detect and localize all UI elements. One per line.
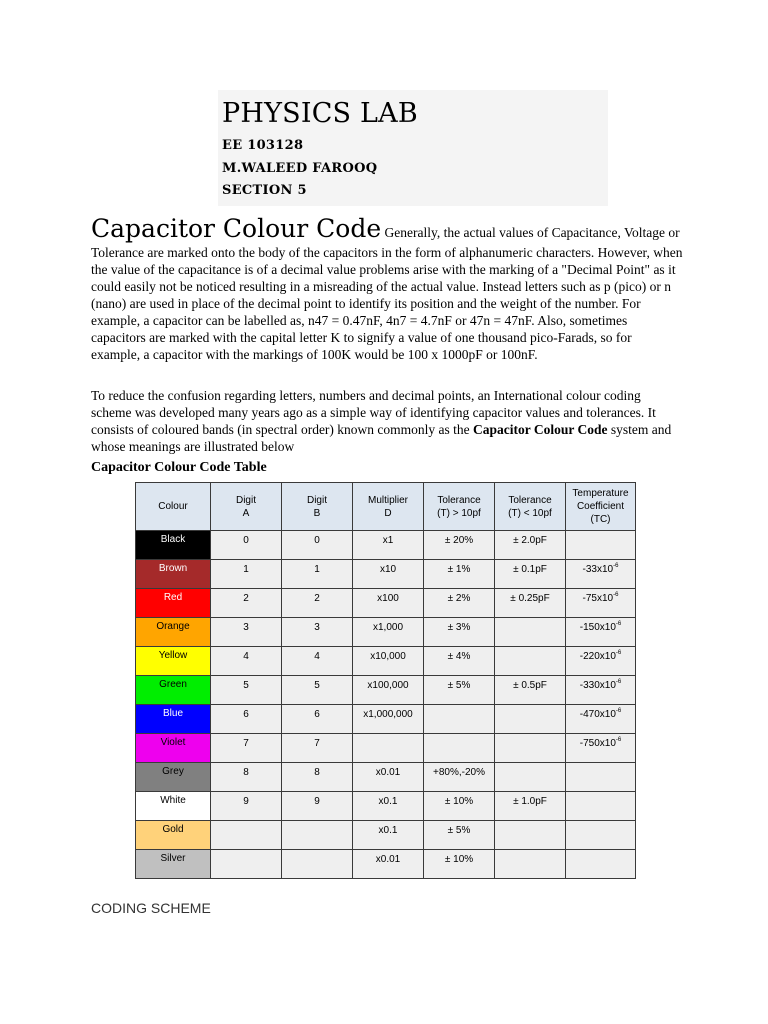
student-name: M.WALEED FAROOQ (222, 161, 378, 176)
scheme-text-end: system and whose meanings are illustrated below (91, 422, 672, 454)
multiplier-cell: x1,000,000 (353, 705, 424, 734)
digit-a-cell: 6 (211, 705, 282, 734)
multiplier-cell: x0.1 (353, 792, 424, 821)
digit-b-cell: 8 (282, 763, 353, 792)
tolerance-lt-cell (495, 705, 566, 734)
table-row (136, 531, 636, 560)
course-code: EE 103128 (222, 138, 304, 153)
section-heading: Capacitor Colour Code (91, 214, 382, 243)
table-header-row (136, 483, 636, 531)
digit-b-cell: 1 (282, 560, 353, 589)
colour-cell: Red (136, 589, 211, 618)
colour-cell: Grey (136, 763, 211, 792)
table-row (136, 734, 636, 763)
tolerance-gt-cell: ± 10% (424, 792, 495, 821)
colour-cell: Green (136, 676, 211, 705)
digit-b-cell: 3 (282, 618, 353, 647)
table-row (136, 618, 636, 647)
multiplier-cell: x0.1 (353, 821, 424, 850)
digit-b-cell: 7 (282, 734, 353, 763)
tolerance-lt-cell (495, 647, 566, 676)
digit-a-cell (211, 850, 282, 879)
table-caption: Capacitor Colour Code Table (91, 460, 267, 475)
tolerance-gt-cell: ± 4% (424, 647, 495, 676)
tolerance-lt-cell: ± 0.1pF (495, 560, 566, 589)
digit-b-cell: 5 (282, 676, 353, 705)
digit-b-cell: 0 (282, 531, 353, 560)
tolerance-gt-cell: ± 3% (424, 618, 495, 647)
tolerance-gt-cell: ± 10% (424, 850, 495, 879)
colour-cell: Blue (136, 705, 211, 734)
tolerance-gt-cell: ± 2% (424, 589, 495, 618)
temp-coefficient-cell: $-33x10^{-6}$ (566, 560, 636, 589)
section-label: SECTION 5 (222, 183, 307, 198)
colour-cell: Black (136, 531, 211, 560)
table-row (136, 705, 636, 734)
colour-cell: Gold (136, 821, 211, 850)
digit-b-cell: 6 (282, 705, 353, 734)
tolerance-lt-cell: ± 0.25pF (495, 589, 566, 618)
tolerance-lt-cell (495, 763, 566, 792)
tolerance-gt-cell: ± 1% (424, 560, 495, 589)
table-row (136, 676, 636, 705)
digit-b-cell: 2 (282, 589, 353, 618)
multiplier-cell: x100 (353, 589, 424, 618)
tolerance-gt-cell: ± 20% (424, 531, 495, 560)
temp-coefficient-cell (566, 850, 636, 879)
intro-text: Generally, the actual values of Capacitance, Voltage or Tolerance are marked onto the body of the capacitors in the form of alphanumeric characters. However, when the value of the capacitance is of a decimal value problems arise with the marking of a "Decimal Point" as it could easily not be noticed resulting in a misreading of the actual value. Instead letters such as p (pico) or n (nano) are used in place of the decimal point to identify its position and the weight of the number. For example, a capacitor can be labelled as, n47 = 0.47nF, 4n7 = 4.7nF or 47n = 47nF. Also, sometimes capacitors are marked with the capital letter K to signify a value of one thousand pico-Farads, so for example, a capacitor with the markings of 100K would be 100 x 1000pF or 100nF. (91, 225, 683, 362)
digit-b-cell: 9 (282, 792, 353, 821)
multiplier-cell (353, 734, 424, 763)
tolerance-gt-cell (424, 705, 495, 734)
digit-a-cell: 8 (211, 763, 282, 792)
temp-coefficient-cell: $-220x10^{-6}$ (566, 647, 636, 676)
temp-coefficient-cell: $-75x10^{-6}$ (566, 589, 636, 618)
multiplier-cell: x0.01 (353, 763, 424, 792)
page-title: PHYSICS LAB (222, 98, 418, 129)
table-row (136, 647, 636, 676)
multiplier-cell: x10 (353, 560, 424, 589)
column-header: Tolerance (T) > 10pf (424, 483, 495, 531)
colour-code-table (135, 482, 636, 879)
table-row (136, 763, 636, 792)
tolerance-gt-cell: +80%,-20% (424, 763, 495, 792)
digit-a-cell: 5 (211, 676, 282, 705)
table-row (136, 821, 636, 850)
colour-cell: Violet (136, 734, 211, 763)
intro-paragraph (91, 214, 683, 363)
digit-a-cell: 2 (211, 589, 282, 618)
tolerance-lt-cell (495, 734, 566, 763)
temp-coefficient-cell (566, 763, 636, 792)
table-row (136, 850, 636, 879)
digit-a-cell: 9 (211, 792, 282, 821)
tolerance-lt-cell: ± 0.5pF (495, 676, 566, 705)
digit-a-cell: 7 (211, 734, 282, 763)
scheme-text-start: To reduce the confusion regarding letters, numbers and decimal points, an International colour coding scheme was developed many years ago as a simple way of identifying capacitor values and tolerances. It consists of coloured bands (in spectral order) known commonly as the (91, 388, 656, 437)
temp-coefficient-cell: $-750x10^{-6}$ (566, 734, 636, 763)
digit-a-cell: 4 (211, 647, 282, 676)
scheme-text-bold: Capacitor Colour Code (473, 422, 608, 437)
temp-coefficient-cell: $-150x10^{-6}$ (566, 618, 636, 647)
column-header: Digit B (282, 483, 353, 531)
digit-a-cell: 3 (211, 618, 282, 647)
digit-a-cell: 0 (211, 531, 282, 560)
tolerance-lt-cell: ± 1.0pF (495, 792, 566, 821)
multiplier-cell: x1,000 (353, 618, 424, 647)
tolerance-lt-cell (495, 850, 566, 879)
tolerance-gt-cell: ± 5% (424, 821, 495, 850)
tolerance-lt-cell (495, 821, 566, 850)
multiplier-cell: x0.01 (353, 850, 424, 879)
colour-cell: White (136, 792, 211, 821)
column-header: Multiplier D (353, 483, 424, 531)
digit-a-cell: 1 (211, 560, 282, 589)
multiplier-cell: x10,000 (353, 647, 424, 676)
table-row (136, 792, 636, 821)
scheme-paragraph (91, 387, 683, 455)
table-row (136, 589, 636, 618)
column-header: Temperature Coefficient (TC) (566, 483, 636, 531)
multiplier-cell: x1 (353, 531, 424, 560)
digit-a-cell (211, 821, 282, 850)
temp-coefficient-cell: $-330x10^{-6}$ (566, 676, 636, 705)
temp-coefficient-cell (566, 792, 636, 821)
coding-scheme-label: CODING SCHEME (91, 900, 211, 916)
temp-coefficient-cell (566, 531, 636, 560)
colour-cell: Brown (136, 560, 211, 589)
digit-b-cell (282, 821, 353, 850)
tolerance-lt-cell: ± 2.0pF (495, 531, 566, 560)
multiplier-cell: x100,000 (353, 676, 424, 705)
colour-cell: Orange (136, 618, 211, 647)
digit-b-cell: 4 (282, 647, 353, 676)
tolerance-gt-cell (424, 734, 495, 763)
tolerance-lt-cell (495, 618, 566, 647)
table-row (136, 560, 636, 589)
tolerance-gt-cell: ± 5% (424, 676, 495, 705)
colour-cell: Yellow (136, 647, 211, 676)
temp-coefficient-cell: $-470x10^{-6}$ (566, 705, 636, 734)
colour-cell: Silver (136, 850, 211, 879)
column-header: Tolerance (T) < 10pf (495, 483, 566, 531)
temp-coefficient-cell (566, 821, 636, 850)
digit-b-cell (282, 850, 353, 879)
column-header: Digit A (211, 483, 282, 531)
column-header: Colour (136, 483, 211, 531)
